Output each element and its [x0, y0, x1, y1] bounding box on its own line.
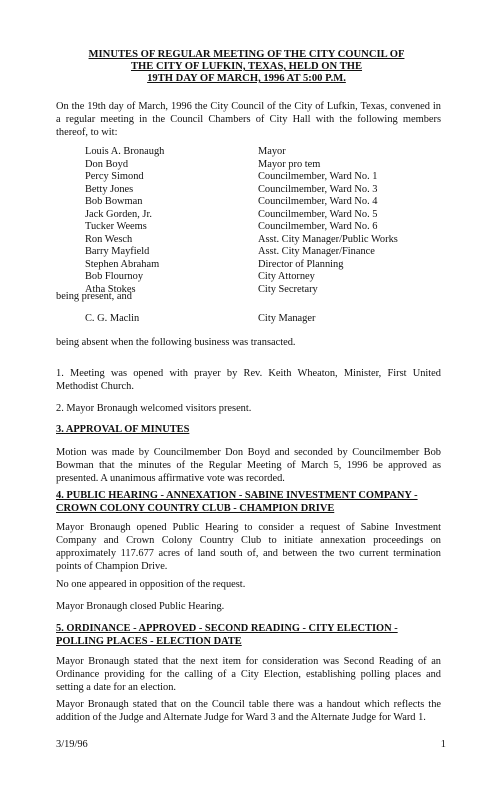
section-5-body-2: Mayor Bronaugh stated that on the Council table there was a handout which reflects the addition of the Judge and Alternate Judge for Ward 3 and the Alternate Judge for Ward 1.: [56, 699, 441, 723]
intro-paragraph: On the 19th day of March, 1996 the City Council of the City of Lufkin, Texas, convened in a regular meeting in the Council Chambers of City Hall with the following members thereof, to wit:: [56, 101, 441, 138]
attendee-name: Ron Wesch: [85, 233, 133, 245]
attendee-role: City Secretary: [258, 283, 318, 295]
attendee-role: Councilmember, Ward No. 5: [258, 208, 378, 220]
section-5-heading: 5. ORDINANCE - APPROVED - SECOND READING - CITY ELECTION - POLLING PLACES - ELECTION DATE: [56, 623, 398, 647]
attendee-role: Mayor pro tem: [258, 158, 321, 170]
attendee-row: [85, 158, 445, 171]
section-3-heading: 3. APPROVAL OF MINUTES: [56, 424, 190, 435]
item-2-welcome: 2. Mayor Bronaugh welcomed visitors present.: [56, 403, 252, 414]
attendee-role: Asst. City Manager/Public Works: [258, 233, 398, 245]
attendee-role: Councilmember, Ward No. 3: [258, 183, 378, 195]
item-1-invocation: 1. Meeting was opened with prayer by Rev. Keith Wheaton, Minister, First United Methodist Church.: [56, 368, 441, 392]
section-4-hearing-closed: Mayor Bronaugh closed Public Hearing.: [56, 601, 225, 612]
section-4-body: Mayor Bronaugh opened Public Hearing to consider a request of Sabine Investment Company and Crown Colony Country Club to initiate annexation proceedings on approximately 117.677 acres of land south of, and between the two current termination points of Champion Drive.: [56, 522, 441, 572]
attendee-role: Councilmember, Ward No. 1: [258, 171, 378, 182]
title-line-3: 19TH DAY OF MARCH, 1996 AT 5:00 P.M.: [147, 73, 346, 84]
attendee-name: Atha Stokes: [85, 283, 136, 295]
attendee-row: [85, 208, 445, 221]
minutes-title: [40, 49, 453, 85]
attendee-name: Barry Mayfield: [85, 246, 150, 257]
attendee-row: [85, 183, 445, 196]
attendee-row: [85, 145, 445, 158]
attendee-name: Bob Bowman: [85, 196, 143, 207]
attendee-name: Louis A. Bronaugh: [85, 146, 165, 157]
attendee-name: Jack Gorden, Jr.: [85, 208, 152, 220]
absent-row: [85, 312, 445, 325]
attendee-row: [85, 233, 445, 246]
attendee-role: Councilmember, Ward No. 4: [258, 196, 378, 207]
footer-date: 3/19/96: [56, 739, 88, 750]
absent-name: C. G. Maclin: [85, 313, 140, 324]
attendee-role: City Attorney: [258, 271, 315, 282]
section-4-heading: 4. PUBLIC HEARING - ANNEXATION - SABINE INVESTMENT COMPANY - CROWN COLONY COUNTRY CLUB - CHAMPION DRIVE: [56, 490, 418, 514]
section-4-no-opposition: No one appeared in opposition of the request.: [56, 579, 246, 590]
attendee-row: [85, 195, 445, 208]
attendee-role: Mayor: [258, 146, 286, 157]
absent-list: [85, 312, 445, 325]
attendee-role: Director of Planning: [258, 258, 344, 270]
attendee-row: [85, 220, 445, 233]
attendee-name: Bob Flournoy: [85, 271, 144, 282]
section-3-body: Motion was made by Councilmember Don Boyd and seconded by Councilmember Bob Bowman that the minutes of the Regular Meeting of March 5, 1996 be approved as presented. A unanimous affirmative vote was recorded.: [56, 447, 441, 484]
attendee-name: Tucker Weems: [85, 221, 147, 232]
attendee-role: Asst. City Manager/Finance: [258, 246, 375, 257]
attendee-row: [85, 245, 445, 258]
title-line-2: THE CITY OF LUFKIN, TEXAS, HELD ON THE: [130, 61, 363, 72]
attendee-name: Percy Simond: [85, 171, 144, 182]
attendee-name: Betty Jones: [85, 183, 134, 195]
page-number: 1: [440, 739, 446, 750]
attendee-row: [85, 170, 445, 183]
attendee-row: [85, 258, 445, 271]
attendee-row: [85, 270, 445, 283]
section-5-body-1: Mayor Bronaugh stated that the next item for consideration was Second Reading of an Ordinance providing for the calling of a City Election, establishing polling places and setting a date for an election.: [56, 656, 441, 693]
page-footer: [56, 738, 446, 751]
attendee-name: Don Boyd: [85, 158, 129, 170]
attendee-name: Stephen Abraham: [85, 258, 160, 270]
title-line-1: MINUTES OF REGULAR MEETING OF THE CITY COUNCIL OF: [88, 49, 405, 60]
being-present-text: being present, and: [56, 291, 132, 302]
attendee-list: [85, 145, 445, 295]
absent-role: City Manager: [258, 313, 316, 324]
attendee-role: Councilmember, Ward No. 6: [258, 221, 378, 232]
being-absent-text: being absent when the following business was transacted.: [56, 337, 296, 348]
